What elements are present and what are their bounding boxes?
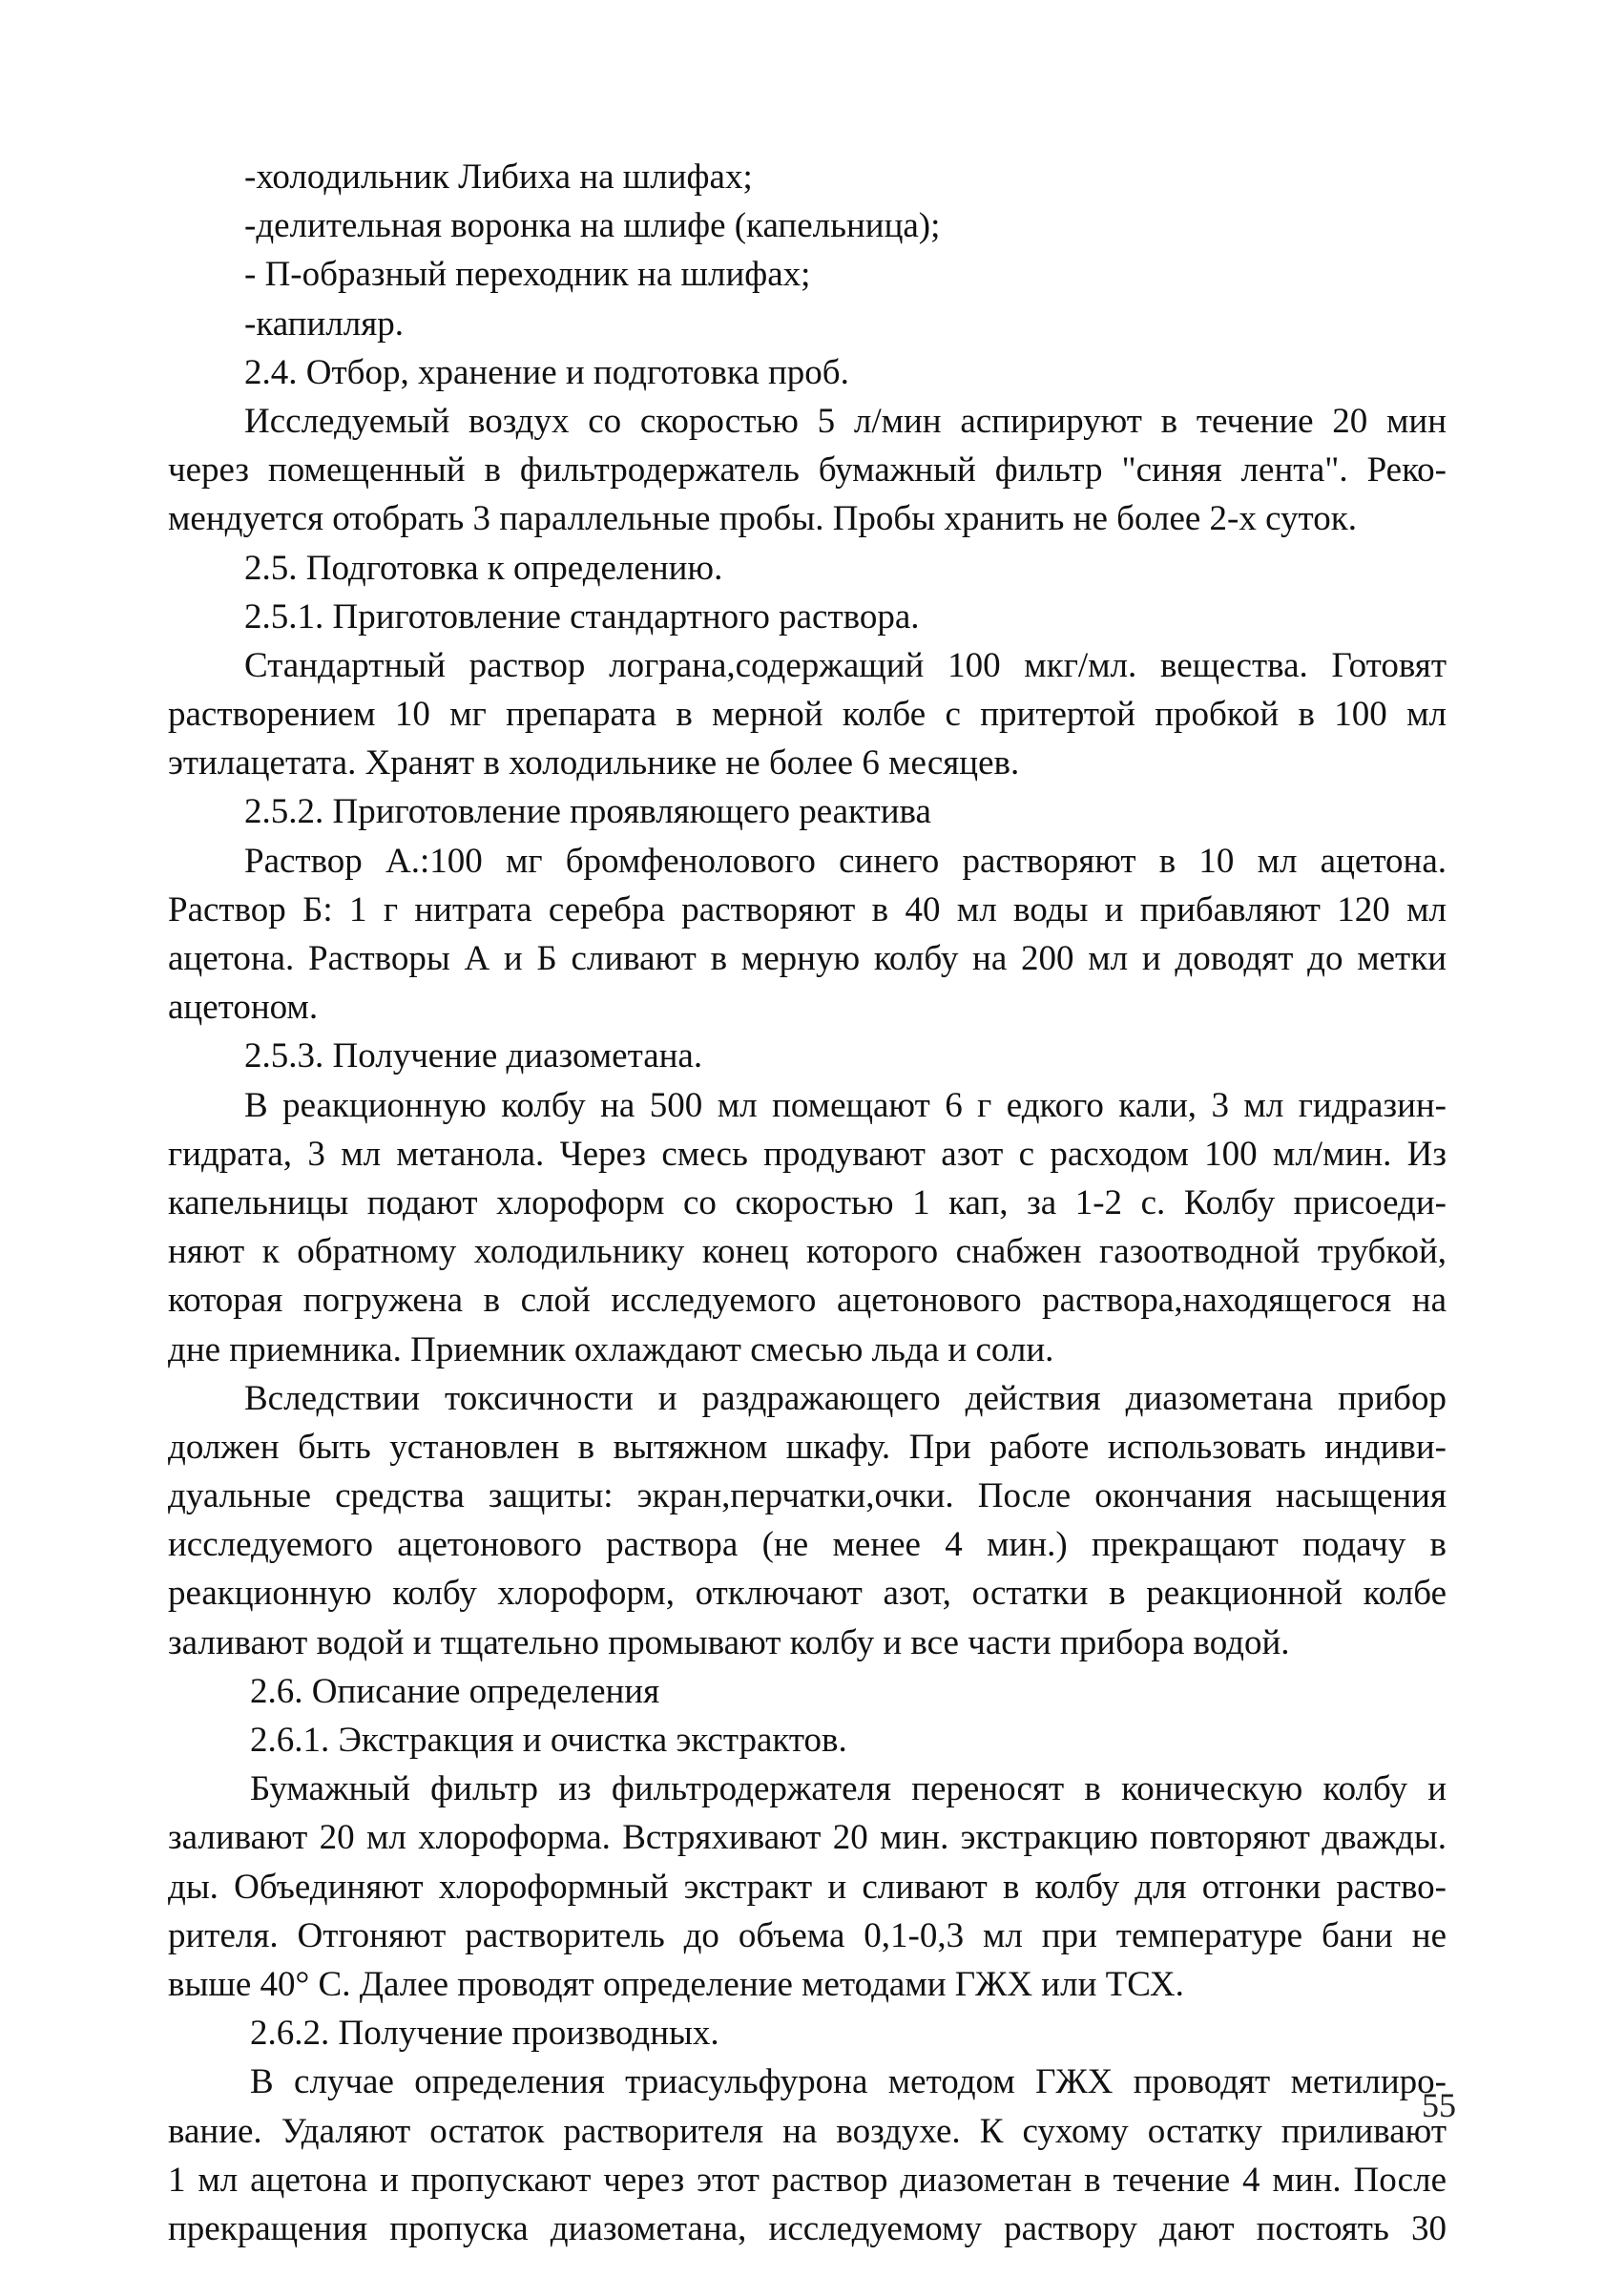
section-heading: 2.5.1. Приготовление стандартного раствора. [244, 596, 920, 637]
list-item: -холодильник Либиха на шлифах; [244, 157, 753, 197]
paragraph-line: Раствор А.:100 мг бромфенолового синего растворяют в 10 мл ацетона. [244, 841, 1447, 881]
paragraph-line: Вследствии токсичности и раздражающего действия диазометана прибор [244, 1378, 1447, 1418]
paragraph-line: гидрата, 3 мл метанола. Через смесь продувают азот с расходом 100 мл/мин. Из [168, 1134, 1447, 1174]
paragraph-line: этилацетата. Хранят в холодильнике не более 6 месяцев. [168, 743, 1020, 783]
paragraph-line: ды. Объединяют хлороформный экстракт и сливают в колбу для отгонки раство- [168, 1867, 1447, 1907]
section-heading: 2.6. Описание определения [250, 1671, 660, 1711]
paragraph-line: дне приемника. Приемник охлаждают смесью льда и соли. [168, 1329, 1054, 1369]
paragraph-line: которая погружена в слой исследуемого ацетонового раствора,находящегося на [168, 1281, 1447, 1321]
paragraph-line: 1 мл ацетона и пропускают через этот раствор диазометан в течение 4 мин. После [168, 2160, 1447, 2200]
list-item: - П-образный переходник на шлифах; [244, 255, 811, 295]
paragraph-line: заливают 20 мл хлороформа. Встряхивают 20 мин. экстракцию повторяют дважды. [168, 1818, 1447, 1858]
paragraph-line: выше 40° С. Далее проводят определение методами ГЖХ или ТСХ. [168, 1964, 1184, 2004]
list-item: -делительная воронка на шлифе (капельница); [244, 206, 941, 246]
paragraph-line: няют к обратному холодильнику конец которого снабжен газоотводной трубкой, [168, 1232, 1447, 1272]
paragraph-line: Раствор Б: 1 г нитрата серебра растворяют в 40 мл воды и прибавляют 120 мл [168, 889, 1447, 930]
paragraph-line: Стандартный раствор лограна,содержащий 100 мкг/мл. вещества. Готовят [244, 645, 1447, 685]
body-text [168, 153, 1447, 2253]
paragraph-line: должен быть установлен в вытяжном шкафу. При работе использовать индиви- [168, 1427, 1447, 1467]
paragraph-line: Бумажный фильтр из фильтродержателя переносят в коническую колбу и [250, 1769, 1447, 1809]
paragraph-line: заливают водой и тщательно промывают колбу и все части прибора водой. [168, 1622, 1290, 1662]
section-heading: 2.4. Отбор, хранение и подготовка проб. [244, 352, 849, 392]
paragraph-line: вание. Удаляют остаток растворителя на воздухе. К сухому остатку приливают [168, 2111, 1447, 2151]
paragraph-line: В случае определения триасульфурона методом ГЖХ проводят метилиро- [250, 2062, 1447, 2102]
paragraph-line: растворением 10 мг препарата в мерной колбе с притертой пробкой в 100 мл [168, 695, 1447, 735]
paragraph-line: Исследуемый воздух со скоростью 5 л/мин аспирируют в течение 20 мин [244, 401, 1447, 441]
page-number: 55 [1422, 2086, 1456, 2124]
paragraph-line: рителя. Отгоняют растворитель до объема 0,1-0,3 мл при температуре бани не [168, 1915, 1447, 1955]
paragraph-line: дуальные средства защиты: экран,перчатки,очки. После окончания насыщения [168, 1476, 1447, 1516]
paragraph-line: исследуемого ацетонового раствора (не менее 4 мин.) прекращают подачу в [168, 1525, 1447, 1565]
section-heading: 2.5.3. Получение диазометана. [244, 1036, 703, 1076]
paragraph-line: через помещенный в фильтродержатель бумажный фильтр "синяя лента". Реко- [168, 450, 1447, 491]
paragraph-line: мендуется отобрать 3 параллельные пробы. Пробы хранить не более 2-х суток. [168, 499, 1357, 539]
section-heading: 2.6.2. Получение производных. [250, 2014, 719, 2054]
paragraph-line: ацетона. Растворы А и Б сливают в мерную колбу на 200 мл и доводят до метки [168, 939, 1447, 978]
section-heading: 2.5. Подготовка к определению. [244, 548, 723, 588]
paragraph-line: прекращения пропуска диазометана, исследуемому раствору дают постоять 30 [168, 2208, 1447, 2248]
paragraph-line: реакционную колбу хлороформ, отключают азот, остатки в реакционной колбе [168, 1574, 1447, 1614]
section-heading: 2.6.1. Экстракция и очистка экстрактов. [250, 1721, 847, 1760]
section-heading: 2.5.2. Приготовление проявляющего реактива [244, 792, 931, 832]
paragraph-line: ацетоном. [168, 988, 319, 1028]
list-item: -капилляр. [244, 303, 404, 344]
paragraph-line: В реакционную колбу на 500 мл помещают 6 г едкого кали, 3 мл гидразин- [244, 1085, 1447, 1125]
paragraph-line: капельницы подают хлороформ со скоростью 1 кап, за 1-2 с. Колбу присоеди- [168, 1182, 1447, 1222]
